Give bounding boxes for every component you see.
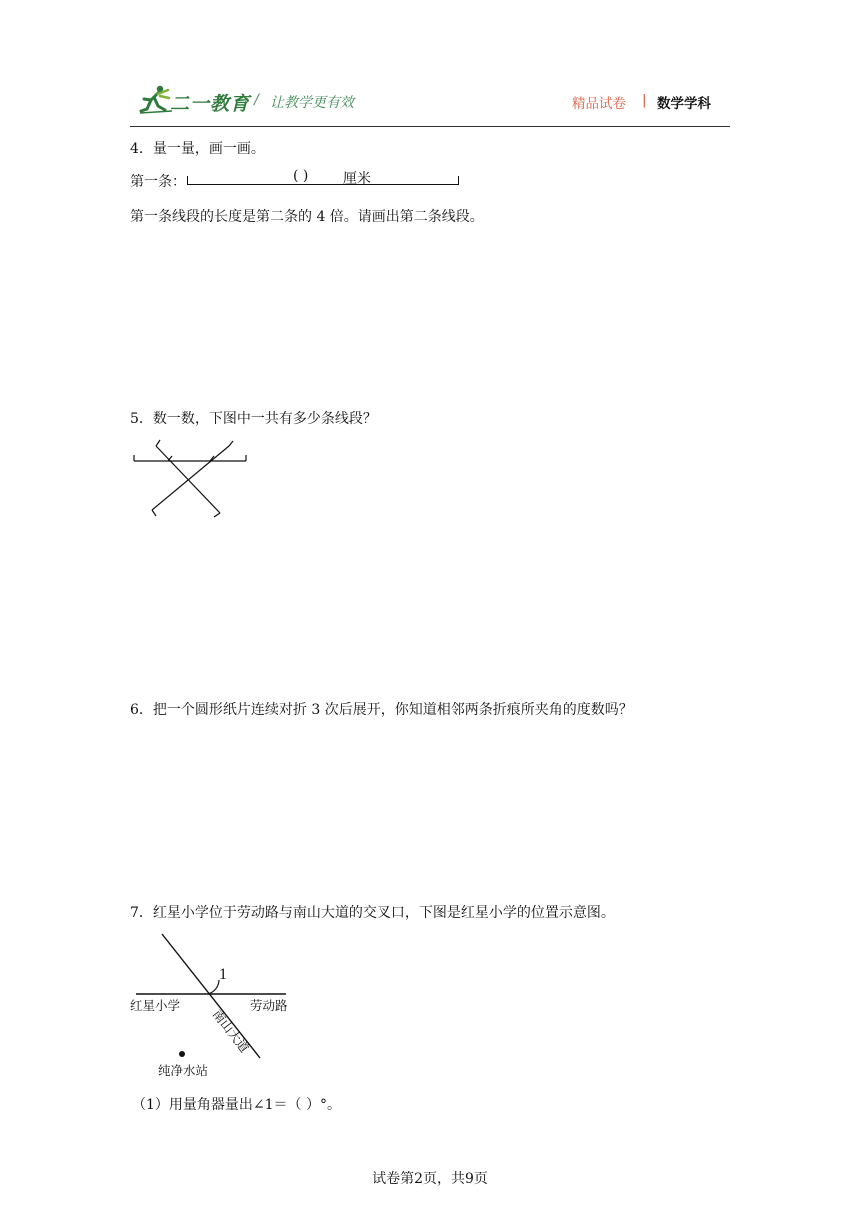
logo-text: 二一教育 [170,93,251,115]
header-divider: | [642,92,647,108]
question-7-title: 7．红星小学位于劳动路与南山大道的交叉口，下图是红星小学的位置示意图。 [130,905,615,921]
question-4-unit: 厘米 [343,171,371,187]
question-5-figure [130,436,255,518]
slogan: 让教学更有效 [270,95,354,111]
angle-1-arc [208,980,219,994]
question-4-task: 第一条线段的长度是第二条的 4 倍。请画出第二条线段。 [130,209,484,225]
water-station-dot [179,1051,185,1057]
station-label: 纯净水站 [158,1063,209,1078]
header-paper-label: 精品试卷 [572,96,626,112]
logo-runner-icon [138,84,174,114]
question-4-segment [187,176,459,185]
diagonal-2-end-bottom [152,510,156,516]
slogan-separator: / [254,92,259,108]
diagonal-1-end-bottom [214,513,220,517]
diagonal-1-end-top [156,440,160,446]
school-label: 红星小学 [130,998,181,1013]
diagonal-segment-2 [152,446,229,510]
road2-label: 南山大道 [209,1006,253,1056]
question-4-title: 4．量一量，画一画。 [130,141,265,157]
question-4-answer-blank[interactable]: ( ) [293,168,309,184]
header-subject: 数学学科 [657,96,711,112]
question-4-line-label: 第一条： [130,174,186,190]
road1-label: 劳动路 [250,998,288,1013]
page-footer: 试卷第2页，共9页 [372,1171,488,1187]
question-6-title: 6．把一个圆形纸片连续对折 3 次后展开，你知道相邻两条折痕所夹角的度数吗？ [130,702,633,718]
question-7-subquestion-1: （1）用量角器量出∠1＝（ ）°。 [132,1097,341,1113]
question-5-title: 5．数一数，下图中一共有多少条线段？ [130,411,377,427]
header-rule [130,126,730,127]
diagonal-2-end-top [229,441,233,446]
question-7-map [128,928,298,1083]
angle-1-label: 1 [219,966,227,983]
